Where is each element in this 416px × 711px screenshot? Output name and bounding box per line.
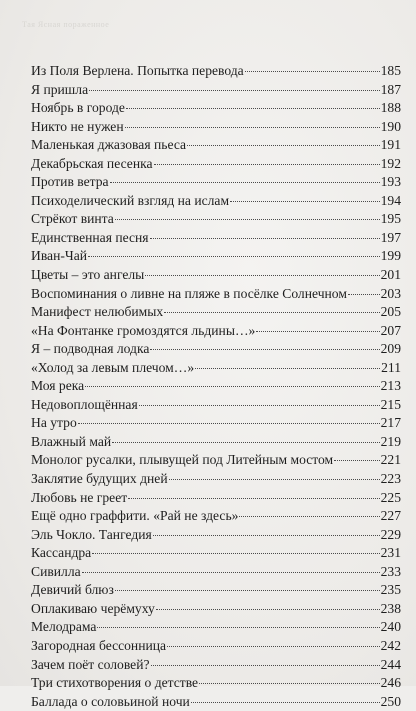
toc-entry bbox=[31, 470, 401, 489]
dot-leader bbox=[150, 238, 380, 239]
toc-entry-title: Сивилла bbox=[31, 563, 81, 579]
toc-entry-title: Единственная песня bbox=[31, 229, 149, 245]
dot-leader bbox=[230, 201, 380, 202]
dot-leader bbox=[82, 572, 380, 573]
dot-leader bbox=[169, 479, 380, 480]
toc-entry-title: Мелодрама bbox=[31, 619, 97, 635]
toc-entry bbox=[31, 377, 401, 396]
dot-leader bbox=[239, 516, 379, 517]
toc-entry-page-number: 191 bbox=[380, 137, 401, 153]
toc-entry-title: «На Фонтанке громоздятся льдины…» bbox=[31, 322, 256, 338]
dot-leader bbox=[348, 294, 380, 295]
toc-entry bbox=[31, 99, 401, 118]
toc-entry bbox=[31, 489, 401, 508]
toc-entry-title: Эль Чокло. Тангедия bbox=[31, 526, 152, 542]
dot-leader bbox=[145, 275, 379, 276]
dot-leader bbox=[125, 127, 380, 128]
dot-leader bbox=[128, 498, 379, 499]
toc-entry-page-number: 213 bbox=[380, 378, 401, 394]
dot-leader bbox=[115, 219, 380, 220]
dot-leader bbox=[85, 386, 379, 387]
toc-entry-title: Манифест нелюбимых bbox=[31, 304, 164, 320]
toc-entry-title: Я пришла bbox=[31, 81, 89, 97]
dot-leader bbox=[92, 553, 379, 554]
toc-entry-page-number: 231 bbox=[380, 545, 401, 561]
toc-entry-title: «Холод за левым плечом…» bbox=[31, 359, 195, 375]
toc-entry-page-number: 244 bbox=[380, 656, 401, 672]
dot-leader bbox=[154, 164, 380, 165]
dot-leader bbox=[150, 349, 379, 350]
dot-leader bbox=[126, 108, 380, 109]
toc-entry bbox=[31, 618, 401, 637]
toc-entry-title: Баллада о соловьиной ночи bbox=[31, 693, 190, 709]
toc-entry-page-number: 201 bbox=[380, 267, 401, 283]
toc-entry bbox=[31, 247, 401, 266]
dot-leader bbox=[195, 368, 380, 369]
dot-leader bbox=[334, 460, 379, 461]
toc-entry bbox=[31, 322, 401, 341]
toc-entry bbox=[31, 340, 401, 359]
dot-leader bbox=[139, 405, 380, 406]
running-head: Тая Ясная пораженное bbox=[22, 20, 110, 29]
dot-leader bbox=[191, 702, 380, 703]
toc-entry bbox=[31, 303, 401, 322]
toc-entry-title: Заклятие будущих дней bbox=[31, 471, 168, 487]
dot-leader bbox=[97, 627, 379, 628]
toc-entry-title: Оплакиваю черёмуху bbox=[31, 600, 155, 616]
toc-entry-title: Против ветра bbox=[31, 174, 109, 190]
toc-entry-page-number: 235 bbox=[380, 582, 401, 598]
toc-entry-title: Недовоплощённая bbox=[31, 396, 138, 412]
toc-entry-page-number: 242 bbox=[380, 637, 401, 653]
toc-entry bbox=[31, 451, 401, 470]
toc-entry-title: Любовь не греет bbox=[31, 489, 128, 505]
toc-entry bbox=[31, 192, 401, 211]
toc-entry-page-number: 188 bbox=[380, 100, 401, 116]
toc-entry-page-number: 229 bbox=[380, 526, 401, 542]
toc-entry-page-number: 217 bbox=[380, 415, 401, 431]
toc-entry-title: Декабрьская песенка bbox=[31, 155, 153, 171]
dot-leader bbox=[151, 665, 380, 666]
toc-entry-title: Цветы – это ангелы bbox=[31, 267, 145, 283]
dot-leader bbox=[78, 423, 380, 424]
toc-entry-title: Стрёкот винта bbox=[31, 211, 114, 227]
toc-entry-page-number: 227 bbox=[380, 508, 401, 524]
toc-entry-title: Моя река bbox=[31, 378, 85, 394]
toc-entry-title: Девичий блюз bbox=[31, 582, 114, 598]
toc-entry bbox=[31, 359, 401, 378]
toc-entry bbox=[31, 674, 401, 693]
toc-entry bbox=[31, 285, 401, 304]
toc-entry-title: Маленькая джазовая пьеса bbox=[31, 137, 187, 153]
toc-entry bbox=[31, 581, 401, 600]
table-of-contents bbox=[31, 62, 401, 711]
toc-entry-title: Влажный май bbox=[31, 433, 112, 449]
toc-entry-title: Иван-Чай bbox=[31, 248, 88, 264]
dot-leader bbox=[256, 331, 379, 332]
toc-entry-page-number: 211 bbox=[381, 359, 401, 375]
dot-leader bbox=[110, 182, 380, 183]
toc-entry bbox=[31, 637, 401, 656]
toc-entry bbox=[31, 118, 401, 137]
toc-entry-page-number: 250 bbox=[380, 693, 401, 709]
toc-entry-title: На утро bbox=[31, 415, 77, 431]
toc-entry-page-number: 223 bbox=[380, 471, 401, 487]
toc-entry bbox=[31, 526, 401, 545]
toc-entry-page-number: 193 bbox=[380, 174, 401, 190]
toc-entry-title: Загородная бессонница bbox=[31, 637, 167, 653]
toc-entry-page-number: 240 bbox=[380, 619, 401, 635]
toc-entry-title: Я – подводная лодка bbox=[31, 341, 150, 357]
toc-entry-page-number: 195 bbox=[380, 211, 401, 227]
toc-entry-page-number: 199 bbox=[380, 248, 401, 264]
toc-entry bbox=[31, 600, 401, 619]
toc-entry-page-number: 205 bbox=[380, 304, 401, 320]
toc-entry bbox=[31, 155, 401, 174]
toc-entry-title: Три стихотворения о детстве bbox=[31, 675, 199, 691]
toc-entry-title: Психоделический взгляд на ислам bbox=[31, 192, 230, 208]
toc-entry-page-number: 233 bbox=[380, 563, 401, 579]
toc-entry-title: Монолог русалки, плывущей под Литейным мостом bbox=[31, 452, 334, 468]
toc-entry-page-number: 215 bbox=[380, 396, 401, 412]
dot-leader bbox=[187, 145, 380, 146]
toc-entry-page-number: 203 bbox=[380, 285, 401, 301]
toc-entry bbox=[31, 173, 401, 192]
toc-entry-title: Ещё одно граффити. «Рай не здесь» bbox=[31, 508, 239, 524]
toc-entry-page-number: 238 bbox=[380, 600, 401, 616]
toc-entry bbox=[31, 507, 401, 526]
toc-entry bbox=[31, 433, 401, 452]
toc-entry-title: Из Поля Верлена. Попытка перевода bbox=[31, 63, 244, 78]
toc-entry bbox=[31, 266, 401, 285]
toc-entry-page-number: 246 bbox=[380, 675, 401, 691]
dot-leader bbox=[156, 609, 380, 610]
toc-entry bbox=[31, 563, 401, 582]
dot-leader bbox=[115, 590, 380, 591]
dot-leader bbox=[245, 71, 380, 72]
toc-entry-page-number: 225 bbox=[380, 489, 401, 505]
toc-entry bbox=[31, 210, 401, 229]
toc-entry-page-number: 209 bbox=[380, 341, 401, 357]
toc-entry bbox=[31, 414, 401, 433]
dot-leader bbox=[112, 442, 379, 443]
toc-entry-title: Зачем поёт соловей? bbox=[31, 656, 150, 672]
dot-leader bbox=[88, 256, 380, 257]
toc-entry-page-number: 197 bbox=[380, 229, 401, 245]
toc-entry bbox=[31, 81, 401, 100]
toc-entry-title: Никто не нужен bbox=[31, 118, 124, 134]
dot-leader bbox=[199, 683, 380, 684]
dot-leader bbox=[89, 90, 380, 91]
toc-entry-page-number: 187 bbox=[380, 81, 401, 97]
toc-entry-title: Воспоминания о ливне на пляже в посёлке Солнечном bbox=[31, 285, 347, 301]
toc-entry bbox=[31, 229, 401, 248]
toc-entry-page-number: 207 bbox=[380, 322, 401, 338]
toc-entry bbox=[31, 544, 401, 563]
toc-entry-page-number: 190 bbox=[380, 118, 401, 134]
toc-entry bbox=[31, 693, 401, 711]
toc-entry bbox=[31, 136, 401, 155]
toc-entry bbox=[31, 396, 401, 415]
dot-leader bbox=[164, 312, 379, 313]
toc-entry-page-number: 221 bbox=[380, 452, 401, 468]
dot-leader bbox=[153, 535, 380, 536]
dot-leader bbox=[167, 646, 380, 647]
toc-entry-page-number: 194 bbox=[380, 192, 401, 208]
toc-entry-page-number: 219 bbox=[380, 433, 401, 449]
toc-entry bbox=[31, 656, 401, 675]
toc-entry-page-number: 192 bbox=[380, 155, 401, 171]
toc-entry-page-number: 185 bbox=[380, 63, 401, 78]
toc-entry-title: Кассандра bbox=[31, 545, 92, 561]
toc-entry-title: Ноябрь в городе bbox=[31, 100, 125, 116]
toc-entry bbox=[31, 62, 401, 81]
